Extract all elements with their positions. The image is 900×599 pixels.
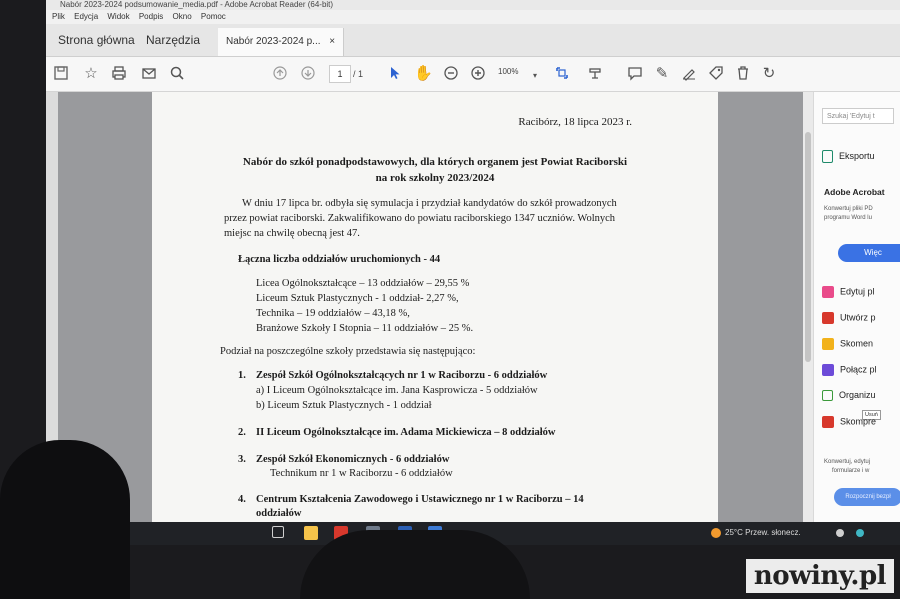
page-down-icon[interactable] (299, 65, 317, 83)
paragraph-line3: miejsc na chwilę obecną jest 47. (224, 228, 360, 239)
create-pdf-icon (822, 312, 834, 324)
stamp-icon[interactable] (586, 65, 604, 83)
menu-edycja[interactable]: Edycja (74, 12, 99, 21)
tab-document-label: Nabór 2023-2024 p... (226, 36, 321, 47)
vertical-scrollbar[interactable] (803, 92, 813, 522)
school-name: Zespół Szkół Ekonomicznych - 6 oddziałów (256, 454, 450, 465)
promo-button[interactable]: Więc (838, 244, 900, 262)
toolbar (46, 57, 900, 92)
free-trial-button[interactable]: Rozpocznij bezpł (834, 488, 900, 506)
document-title-line1: Nabór do szkół ponadpodstawowych, dla których organem jest Powiat Raciborski (242, 156, 628, 168)
tool-label: Edytuj pl (840, 286, 875, 297)
zoom-out-icon[interactable] (442, 65, 460, 83)
export-pdf-icon (822, 150, 833, 163)
save-icon[interactable] (52, 65, 70, 83)
pen-icon[interactable]: ✎ (655, 65, 669, 82)
document-title-line2: na rok szkolny 2023/2024 (375, 172, 495, 184)
tool-edit-pdf[interactable] (822, 286, 875, 298)
hand-tool-icon[interactable]: ✋ (414, 65, 433, 82)
school-name: Zespół Szkół Ogólnokształcących nr 1 w Raciborzu - 6 oddziałów (256, 370, 548, 381)
tool-comment[interactable] (822, 338, 873, 350)
search-icon[interactable] (168, 65, 186, 83)
compress-pdf-icon (822, 416, 834, 428)
weather-widget[interactable] (711, 528, 801, 538)
combine-files-icon (822, 364, 834, 376)
school-number: 4. (238, 494, 246, 505)
menu-podpis[interactable]: Podpis (138, 12, 164, 21)
tool-combine[interactable] (822, 364, 877, 376)
sun-icon (711, 528, 721, 538)
scrollbar-thumb[interactable] (805, 132, 811, 362)
school-name: Centrum Kształcenia Zawodowego i Ustawicznego nr 1 w Raciborzu – 14 (256, 494, 584, 505)
tool-label: Organizu (839, 390, 876, 400)
tool-compress[interactable] (822, 416, 876, 428)
file-explorer-icon[interactable] (304, 526, 318, 540)
organize-pages-icon (822, 390, 833, 401)
page-up-icon[interactable] (271, 65, 289, 83)
menu-widok[interactable]: Widok (107, 12, 130, 21)
rotate-icon[interactable]: ↻ (762, 65, 776, 82)
tools-search-input[interactable]: Szukaj 'Edytuj t (822, 108, 894, 124)
school-subunit: b) Liceum Sztuk Plastycznych - 1 oddział (256, 400, 432, 411)
promo-desc: Konwertuj pliki PD (824, 206, 873, 212)
edit-pdf-icon (822, 286, 834, 298)
footer-desc: formularze i w (832, 468, 870, 474)
tab-document[interactable] (218, 28, 344, 56)
breakdown-item: Liceum Sztuk Plastycznych - 1 oddział- 2,27 %, (256, 293, 459, 304)
comment-tool-icon (822, 338, 834, 350)
zoom-in-icon[interactable] (469, 65, 487, 83)
select-cursor-icon[interactable] (386, 65, 404, 83)
tab-tools[interactable]: Narzędzia (146, 33, 201, 47)
tag-icon[interactable] (707, 65, 725, 83)
school-subunit: a) I Liceum Ogólnokształcące im. Jana Kasprowicza - 5 oddziałów (256, 385, 538, 396)
breakdown-item: Licea Ogólnokształcące – 13 oddziałów – 29,55 % (256, 278, 470, 289)
tool-organize[interactable] (822, 390, 876, 401)
fill-sign-icon[interactable] (680, 65, 698, 83)
zoom-level[interactable]: 100% (498, 67, 519, 76)
menu-plik[interactable]: Plik (52, 12, 65, 21)
chevron-down-icon[interactable]: ▾ (532, 71, 537, 80)
watermark-logo: nowiny.pl (746, 559, 894, 593)
breakdown-item: Branżowe Szkoły I Stopnia – 11 oddziałów – 25 %. (256, 323, 474, 334)
tool-label: Skompre (840, 416, 877, 427)
audience-silhouette (300, 530, 530, 599)
document-date: Racibórz, 18 lipca 2023 r. (518, 116, 632, 128)
tool-label: Utwórz p (840, 312, 876, 323)
school-name: II Liceum Ogólnokształcące im. Adama Mickiewicza – 8 oddziałów (256, 427, 556, 438)
tray-icon[interactable] (856, 529, 864, 537)
promo-desc: programu Word lu (824, 215, 872, 221)
menu-okno[interactable]: Okno (172, 12, 192, 21)
school-number: 3. (238, 454, 246, 465)
tool-export-label: Eksportu (839, 150, 875, 161)
breakdown-item: Technika – 19 oddziałów – 43,18 %, (256, 308, 410, 319)
tooltip: Usuń (862, 410, 881, 420)
audience-silhouette (0, 440, 130, 599)
page-fit-icon[interactable] (553, 65, 571, 83)
right-tools-panel (813, 92, 900, 522)
tool-export[interactable] (822, 150, 875, 163)
footer-desc: Konwertuj, edytuj (824, 459, 871, 465)
pdf-page (152, 92, 718, 522)
task-view-icon[interactable] (272, 526, 284, 538)
star-icon[interactable]: ☆ (84, 65, 98, 82)
mail-icon[interactable] (140, 65, 158, 83)
page-total: / 1 (353, 69, 364, 79)
tab-home[interactable]: Strona główna (58, 33, 135, 47)
comment-icon[interactable] (626, 65, 644, 83)
promo-title: Adobe Acrobat (824, 187, 885, 197)
tool-label: Skomen (840, 338, 874, 349)
schools-intro: Podział na poszczególne szkoły przedstawia się następująco: (220, 346, 476, 357)
tool-label: Połącz pl (840, 364, 877, 375)
window-title: Nabór 2023-2024 podsumowanie_media.pdf - Adobe Acrobat Reader (64-bit) (46, 0, 900, 10)
total-heading: Łączna liczba oddziałów uruchomionych - 44 (238, 254, 441, 265)
paragraph-line1: W dniu 17 lipca br. odbyła się symulacja i przydział kandydatów do szkół prowadzonych (242, 198, 617, 209)
weather-text: 25°C Przew. słonecz. (725, 528, 801, 538)
school-name-continued: oddziałów (256, 508, 302, 519)
screen (46, 0, 900, 545)
delete-icon[interactable] (734, 65, 752, 83)
tab-bar (46, 24, 900, 57)
tool-create-pdf[interactable] (822, 312, 876, 324)
menu-bar (46, 10, 900, 24)
school-number: 1. (238, 370, 246, 381)
school-number: 2. (238, 427, 246, 438)
menu-pomoc[interactable]: Pomoc (200, 12, 226, 21)
tray-icon[interactable] (836, 529, 844, 537)
print-icon[interactable] (110, 65, 128, 83)
school-subunit: Technikum nr 1 w Raciborzu - 6 oddziałów (270, 468, 453, 479)
close-tab-icon[interactable]: × (329, 36, 336, 47)
page-number-input[interactable]: 1 (329, 65, 351, 83)
paragraph-line2: przez powiat raciborski. Zakwalifikowano do powiatu raciborskiego 1347 uczniów. Wolnych (224, 213, 616, 224)
